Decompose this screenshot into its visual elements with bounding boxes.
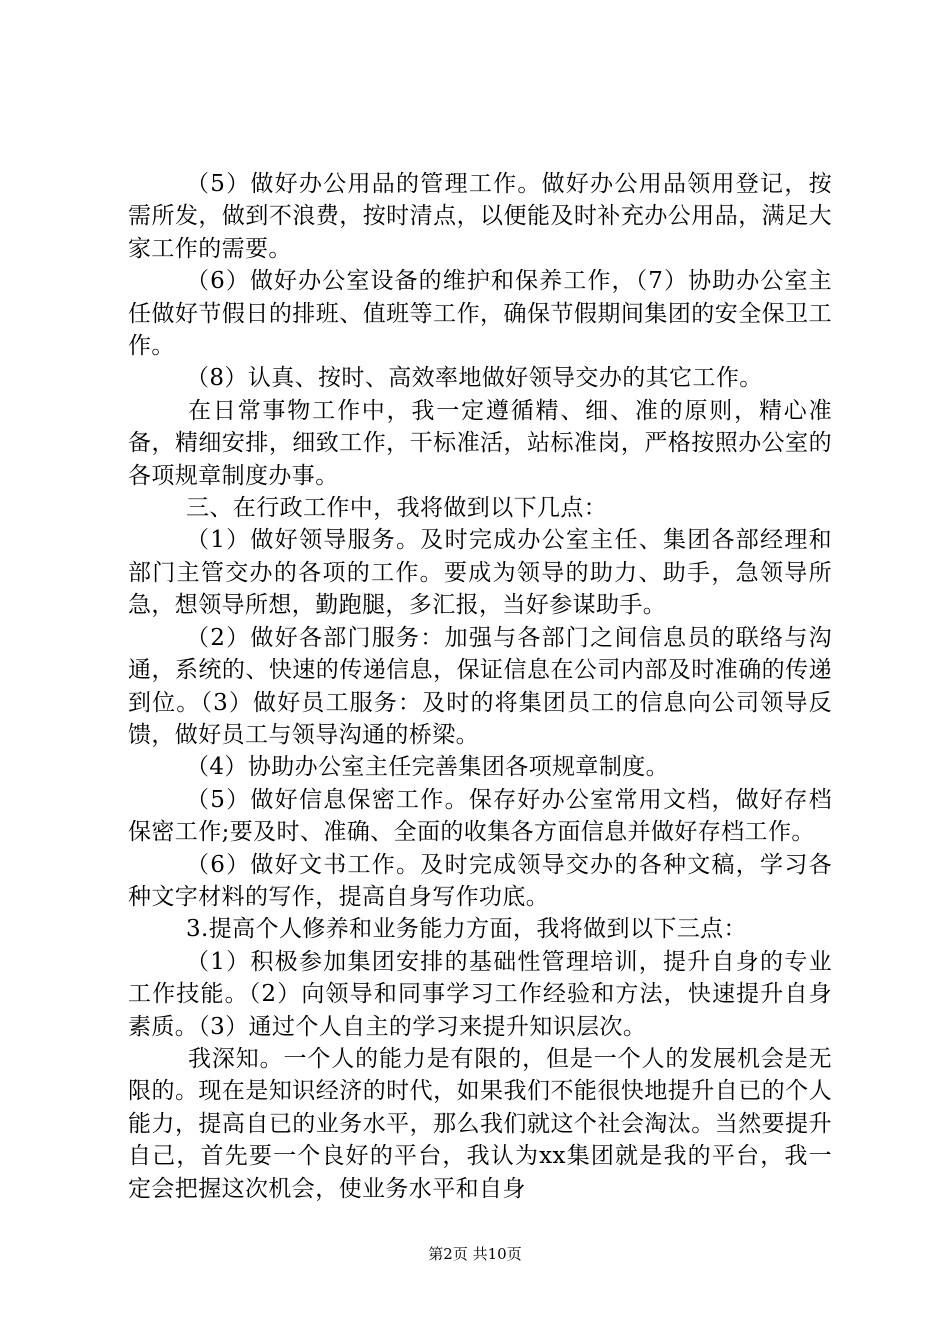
paragraph-document-work: （6）做好文书工作。及时完成领导交办的各种文稿，学习各种文字材料的写作，提高自身写作功底。 bbox=[128, 851, 832, 910]
page-number-footer: 第2页 共10页 bbox=[428, 1245, 522, 1263]
section-heading-self-improvement: 3.提高个人修养和业务能力方面，我将做到以下三点： bbox=[186, 916, 747, 943]
paragraph-confidentiality: （5）做好信息保密工作。保存好办公室常用文档，做好存档保密工作;要及时、准确、全面的收集各方面信息并做好存档工作。 bbox=[128, 786, 832, 846]
paragraph-daily-affairs: 在日常事物工作中，我一定遵循精、细、准的原则，精心准备，精细安排，细致工作，干标准活，站标准岗，严格按照办公室的各项规章制度办事。 bbox=[128, 397, 832, 489]
paragraph-equipment-maintenance: （6）做好办公室设备的维护和保养工作，（7）协助办公室主任做好节假日的排班、值班等工作，确保节假期间集团的安全保卫工作。 bbox=[128, 268, 832, 360]
paragraph-office-supplies: （5）做好办公用品的管理工作。做好办公用品领用登记，按需所发，做到不浪费，按时清点，以便能及时补充办公用品，满足大家工作的需要。 bbox=[128, 171, 832, 262]
paragraph-training: （1）积极参加集团安排的基础性管理培训，提升自身的专业工作技能。（2）向领导和同事学习工作经验和方法，快速提升自身素质。（3）通过个人自主的学习来提升知识层次。 bbox=[128, 948, 832, 1040]
document-body bbox=[128, 168, 832, 1205]
paragraph-leadership-service: （1）做好领导服务。及时完成办公室主任、集团各部经理和部门主管交办的各项的工作。要成为领导的助力、助手，急领导所急，想领导所想，勤跑腿，多汇报，当好参谋助手。 bbox=[128, 527, 832, 619]
paragraph-department-service: （2）做好各部门服务：加强与各部门之间信息员的联络与沟通，系统的、快速的传递信息，保证信息在公司内部及时准确的传递到位。（3）做好员工服务：及时的将集团员工的信息向公司领导反馈，做好员工与领导沟通的桥梁。 bbox=[128, 624, 832, 748]
paragraph-regulations: （4）协助办公室主任完善集团各项规章制度。 bbox=[186, 754, 670, 781]
paragraph-other-tasks: （8）认真、按时、高效率地做好领导交办的其它工作。 bbox=[186, 365, 763, 392]
paragraph-conclusion: 我深知。一个人的能力是有限的，但是一个人的发展机会是无限的。现在是知识经济的时代，如果我们不能很快地提升自已的个人能力，提高自已的业务水平，那么我们就这个社会淘汰。当然要提升自己，首先要一个良好的平台，我认为xx集团就是我的平台，我一定会把握这次机会，使业务水平和自身 bbox=[128, 1045, 832, 1202]
section-heading-administration: 三、在行政工作中，我将做到以下几点： bbox=[186, 495, 608, 522]
